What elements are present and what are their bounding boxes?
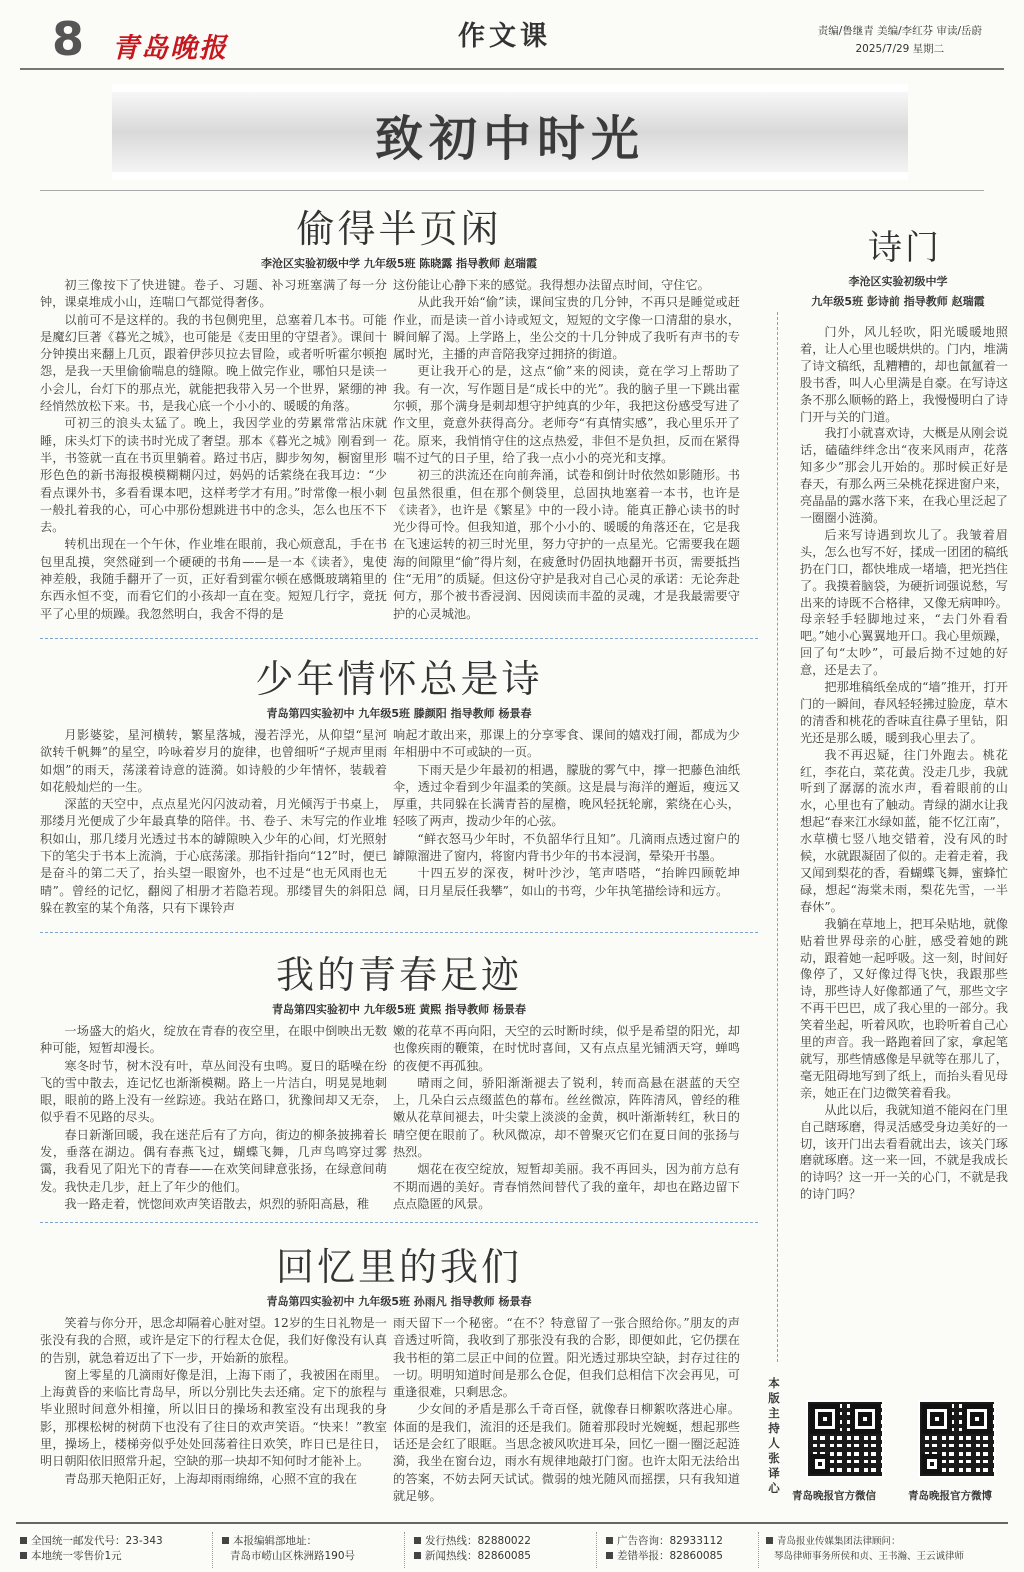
article-column-right bbox=[393, 277, 740, 622]
article-1 bbox=[40, 198, 758, 622]
article-title: 回忆里的我们 bbox=[275, 1245, 522, 1289]
article-column-left bbox=[40, 727, 387, 937]
article-divider bbox=[40, 638, 758, 639]
article-title: 我的青春足迹 bbox=[275, 953, 522, 997]
page-number: 8 bbox=[52, 12, 85, 66]
banner bbox=[112, 84, 908, 180]
article-title: 少年情怀总是诗 bbox=[255, 657, 543, 701]
article-2 bbox=[40, 648, 758, 937]
editors-line: 责编/鲁继青 美编/李红芬 审读/岳蔚 bbox=[817, 25, 982, 37]
paragraph: 月影婆娑，星河横转，繁星落城，漫若浮光，从仰望“星河欲转千帆舞”的星空，吟咏着岁月的旋律，也曾细听“子规声里雨如烟”的雨天，荡漾着诗意的涟漪。如诗般的少年情怀，装载着如花般灿烂的一生。 bbox=[40, 728, 387, 794]
footer-error-report: 差错举报：82860085 bbox=[606, 1549, 723, 1564]
sidebar-byline-author: 九年级5班 彭诗前 指导教师 赵瑞霞 bbox=[811, 295, 985, 308]
paragraph: 下雨天是少年最初的相遇，朦胧的雾气中，撑一把藤色油纸伞，透过伞看到少年温柔的笑颜。这是晨与海洋的邂逅，瘦远又厚重，共同躲在长满青苔的屋檐，晚风轻抚轮廓，萦绕在心头，轻咳了两声，拨动少年的心弦。 bbox=[393, 762, 740, 829]
footer-news-hotline: 新闻热线：82860085 bbox=[414, 1549, 531, 1564]
paragraph: 以前可不是这样的。我的书包侧兜里，总塞着几本书。可能是魔幻巨著《暮光之城》，也可能是《麦田里的守望者》。课间十分钟摸出来翻上几页，跟着伊莎贝拉去冒险，或者听听霍尔顿抱怨，是我一天里偷偷喘息的缝隙。晚上做完作业，哪怕只是读一小会儿，台灯下的那点光，就能把我带入另一个世界，紧绷的神经悄然放松下来。书，是我心底一个小小的、暖暖的角落。 bbox=[40, 312, 387, 414]
footer-address bbox=[222, 1534, 355, 1564]
paragraph: 初三的洪流还在向前奔涌，试卷和倒计时依然如影随形。书包虽然很重，但在那个侧袋里，总固执地塞着一本书，也许是《读者》，也许是《繁星》中的一段小诗。能真正静心读书的时光少得可怜。但我知道，那个小小的、暖暖的角落还在，它是我在飞速运转的初三时光里，努力守护的一点星光。它需要我在题海的间隙里“偷”得片刻，在疲惫时仍固执地翻开书页，需要抵挡住“无用”的质疑。但这份守护是我对自己心灵的承诺：无论奔赴何方，那个被书香浸润、因阅读而丰盈的灵魂，才是我最需要守护的心灵城池。 bbox=[393, 468, 740, 621]
footer-rule bbox=[16, 1522, 1008, 1524]
article-3 bbox=[40, 944, 758, 1215]
paragraph: “鲜衣怒马少年时，不负韶华行且知”。几滴雨点透过窗户的罅隙溜进了窗内，将窗内背书少年的书本浸润，晕染开书墨。 bbox=[393, 831, 740, 864]
footer-separator bbox=[596, 1532, 597, 1568]
banner-title: 致初中时光 bbox=[374, 111, 645, 167]
paragraph: 我躺在草地上，把耳朵贴地，就像贴着世界母亲的心脏，感受着她的跳动，跟着她一起呼吸。这一刻，时间好像停了，又好像过得飞快，我跟那些诗，那些诗人好像都通了气，那些文字不再干巴巴，成了我心里的一部分。我笑着坐起，听着风吹，也聆听着自己心里的声音。我一路跑着回了家，拿起笔就写，那些情感像是早就等在那儿了，毫无阻碍地写到了纸上，而抬头看见母亲，她正在门边微笑着看我。 bbox=[800, 916, 1008, 1100]
paragraph: 后来写诗遇到坎儿了。我皱着眉头，怎么也写不好，揉成一团团的稿纸扔在门口，都快堆成一堵墙，把光挡住了。我摸着脑袋，为硬折词强说愁，写出来的诗既不合格律，又像无病呻吟。母亲轻手轻脚地过来，“去门外看看吧。”她小心翼翼地开口。我心里烦躁，回了句“太吵”，可最后拗不过她的好意，还是去了。 bbox=[800, 527, 1008, 678]
paragraph: 春日新渐回暖，我在迷茫后有了方向，街边的柳条披拂着长发，垂落在湖边。偶有春燕飞过，蝴蝶飞舞，几声鸟鸣穿过雾霭，我看见了阳光下的青春——在欢笑间肆意张扬，在绿意间萌发。我快走几步，赶上了年少的他们。 bbox=[40, 1127, 387, 1194]
article-byline: 李沧区实验初级中学 九年级5班 陈晓露 指导教师 赵瑞霞 bbox=[261, 257, 537, 270]
footer-legal-value: 琴岛律师事务所侯和贞、王书瀚、王云诚律师 bbox=[774, 1551, 965, 1562]
newspaper-logo: 青岛晚报 bbox=[112, 33, 228, 64]
header-rule bbox=[20, 68, 1004, 70]
footer-separator bbox=[404, 1532, 405, 1568]
footer-price: 本地统一零售价1元 bbox=[20, 1549, 163, 1564]
paragraph: 烟花在夜空绽放，短暂却美丽。我不再回头，因为前方总有不期而遇的美好。青春悄然间替代了我的童年，却也在路边留下点点隐匿的风景。 bbox=[393, 1162, 740, 1211]
article-column-left bbox=[40, 1315, 387, 1523]
article-column-left bbox=[40, 277, 387, 622]
footer-postal-code: 全国统一邮发代号：23-343 bbox=[20, 1534, 163, 1549]
sidebar-byline bbox=[788, 272, 1008, 312]
sidebar-byline-school: 李沧区实验初级中学 bbox=[848, 275, 948, 288]
footer-ad-hotline: 广告咨询：82933112 bbox=[606, 1534, 723, 1549]
paragraph: 我一路走着，恍惚间欢声笑语散去，炽烈的骄阳高悬，稚 bbox=[64, 1196, 370, 1211]
sidebar-title: 诗门 bbox=[868, 228, 942, 268]
paragraph: 初三像按下了快进键。卷子、习题、补习班塞满了每一分钟，课桌堆成小山，连喘口气都觉得奢侈。 bbox=[40, 278, 387, 310]
paragraph: 十四五岁的深夜，树叶沙沙，笔声嗒嗒，“抬眸四顾乾坤阔，日月星辰任我攀”，如山的书弯，少年执笔描绘诗和远方。 bbox=[393, 866, 740, 898]
article-divider bbox=[40, 1222, 758, 1223]
paragraph: 少女间的矛盾是那么千奇百怪，就像春日柳絮吹落进心扉。体面的是我们，流泪的还是我们。随着那段时光婉蜒，想起那些话还是会红了眼眶。当思念被风吹进耳朵，回忆一圈一圈泛起涟漪，我坐在窗台边，雨水有规律地敲打门窗。也许太阳无法给出的答案，不妨去阿天试试。微弱的烛光随风而摇摆，只有我知道就足够。 bbox=[393, 1402, 740, 1503]
paragraph: 更让我开心的是，这点“偷”来的阅读，竟在学习上帮助了我。有一次，写作题目是“成长中的光”。我的脑子里一下跳出霍尔顿，那个满身是刺却想守护纯真的少年，我把这份感受写进了作文里，竟意外获得高分。老师夸“有真情实感”，我心里乐开了花。原来，我悄悄守住的这点热爱，非但不是负担，反而在紧得喘不过气的日子里，给了我一点小小的亮光和支撑。 bbox=[393, 364, 740, 465]
weibo-qr-code[interactable] bbox=[918, 1400, 996, 1478]
article-byline: 青岛第四实验初中 九年级5班 滕颜阳 指导教师 杨景春 bbox=[266, 707, 532, 720]
paragraph: 响起才敢出来，那课上的分享零食、课间的嬉戏打闹，都成为少年相册中不可或缺的一页。 bbox=[393, 728, 740, 760]
article-column-right bbox=[393, 1023, 740, 1215]
paragraph: 门外，风儿轻吹，阳光暖暖地照着，让人心里也暖烘烘的。门内，堆满了诗文稿纸，乱糟糟的，却也氤氲着一股书香，叫人心里满是自豪。在写诗这条不那么顺畅的路上，我慢慢明白了诗门开与关的门道。 bbox=[800, 325, 1008, 424]
paragraph: 雨天留下一个秘密。“在不？特意留了一张合照给你。”朋友的声音透过听筒，我收到了那张没有我的合影，即便如此，它仍摆在我书柜的第二层正中间的位置。阳光透过那块空缺，封存过往的一切。明明知道时间是那么仓促，但我们总相信下次会再见，可重逢很难，只剩思念。 bbox=[393, 1316, 740, 1400]
footer-legal bbox=[766, 1534, 964, 1564]
article-column-right bbox=[393, 1315, 740, 1523]
footer-separator bbox=[212, 1532, 213, 1568]
wechat-qr-code[interactable] bbox=[806, 1400, 884, 1478]
footer-legal-label: 青岛报业传媒集团法律顾问： bbox=[766, 1534, 964, 1549]
issue-date: 2025/7/29 星期二 bbox=[855, 43, 945, 55]
banner-rule bbox=[40, 190, 984, 191]
footer-address-value: 青岛市崂山区株洲路190号 bbox=[230, 1550, 356, 1562]
footer-hotlines bbox=[414, 1534, 531, 1564]
paragraph: 这份能让心静下来的感觉。我得想办法留点时间，守住它。 bbox=[393, 278, 710, 292]
paragraph: 从此我开始“偷”读，课间宝贵的几分钟，不再只是睡觉或赶作业，而是读一首小诗或短文，短短的文字像一口清甜的泉水，瞬间解了渴。上学路上，坐公交的十几分钟成了我听有声书的专属时光，主播的声音陪我穿过拥挤的街道。 bbox=[393, 295, 740, 362]
weibo-qr-label: 青岛晚报官方微博 bbox=[908, 1490, 992, 1502]
paragraph: 可初三的浪头太猛了。晚上，我因学业的劳累常常沾床就睡，床头灯下的读书时光成了奢望。那本《暮光之城》刚看到一半，书签就一直在书页里躺着。路过书店，脚步匆匆，橱窗里形形色色的新书海报模模糊糊闪过，妈妈的话萦绕在我耳边：“少看点课外书，多看看课本吧，这样考学才有用。”时常像一根小刺一般扎着我的心，可心中那份想跳进书中的念头，怎么也压不下去。 bbox=[40, 416, 387, 535]
article-4 bbox=[40, 1236, 758, 1523]
article-column-left bbox=[40, 1023, 387, 1215]
article-divider bbox=[40, 932, 758, 933]
paragraph: 寒冬时节，树木没有叶，草丛间没有虫鸣。夏日的聒噪在纷飞的雪中散去，连记忆也渐渐模糊。路上一片洁白，明晃晃地刺眼，眼前的路上没有一丝踪迹。我站在路口，犹豫间却又无奈，似乎看不见路的尽头。 bbox=[40, 1058, 387, 1125]
paragraph: 嫩的花草不再向阳，天空的云时断时续，似乎是希望的阳光，却也像疾雨的鞭策，在时忧时喜间，又有点点星光铺洒天穹，蝉鸣的夜便不再孤独。 bbox=[393, 1024, 740, 1073]
footer-ads bbox=[606, 1534, 723, 1564]
footer-separator bbox=[758, 1532, 759, 1568]
article-title: 偷得半页闲 bbox=[296, 207, 502, 251]
page-footer bbox=[0, 1522, 1024, 1572]
footer-distribution bbox=[20, 1534, 163, 1564]
wechat-qr-label: 青岛晚报官方微信 bbox=[792, 1490, 876, 1502]
host-credit: 本版主持人 张译心 bbox=[768, 1376, 780, 1495]
paragraph: 笑着与你分开，思念却隔着心脏对望。12岁的生日礼物是一张没有我的合照，或许是定下的行程太仓促，我们好像没有认真的告别，就急着迈出了下一步，开始新的旅程。 bbox=[40, 1316, 387, 1365]
sidebar-divider bbox=[777, 312, 778, 1362]
paragraph: 窗上零星的几滴雨好像是泪，上海下雨了，我被困在雨里。上海黄昏的来临比青岛早，所以分别比失去还痛。定下的旅程与毕业照时间意外相撞，所以旧日的操场和教室没有出现我的身影，那棵松树的树荫下也没有了往日的欢声笑语。“快来！”教室里，操场上，楼梯旁似乎处处回荡着往日欢笑，昨日已是往日，明日朝阳依旧照常升起，空缺的那一块却不知何时才能补上。 bbox=[40, 1367, 387, 1469]
paragraph: 我不再迟疑，往门外跑去。桃花红，李花白，菜花黄。没走几步，我就听到了潺潺的流水声，看着眼前的山水，心里也有了触动。青绿的湖水让我想起“春来江水绿如蓝，能不忆江南”，水草横七竖八地交错着，没有风的时候，水就跟凝固了似的。走着走着，我又闻到梨花的香，看蝴蝶飞舞，蜜蜂忙碌，想起“海棠未雨，梨花先雪，一半春休”。 bbox=[800, 747, 1008, 914]
footer-address-label: 本报编辑部地址： bbox=[222, 1534, 355, 1549]
sidebar-body bbox=[800, 324, 1008, 1390]
paragraph: 深蓝的天空中，点点星光闪闪波动着，月光倾泻于书桌上，那缕月光便成了少年最真挚的陪伴。书、卷子、未写完的作业堆积如山，那几缕月光透过书本的罅隙映入少年的心间，灯光照射下的笔尖于书本上流淌，于心底荡漾。那指针指向“12”时，便已是奋斗的第二天了，抬头望一眼窗外，也不过是“也无风雨也无晴”。曾经的记忆，翻阅了相册才若隐若现。那缕冒失的斜阳总躲在教室的某个角落，只有下课铃声 bbox=[40, 797, 387, 915]
paragraph: 把那堆稿纸垒成的“墙”推开，打开门的一瞬间，春风轻轻拂过脸庞，草木的清香和桃花的香味直往鼻子里钻，阳光还是那么暖，暖到我心里去了。 bbox=[800, 680, 1008, 745]
page-header bbox=[0, 0, 1024, 70]
article-column-right bbox=[393, 727, 740, 937]
editor-credits bbox=[818, 22, 982, 58]
footer-distribution-hotline: 发行热线：82880022 bbox=[414, 1534, 531, 1549]
column-title: 作文课 bbox=[458, 21, 551, 52]
paragraph: 从此以后，我就知道不能闷在门里自己瞎琢磨，得灵活感受身边美好的一切，该开门出去看看就出去，该关门琢磨就琢磨。这一来一回，不就是我成长的诗吗？这一开一关的心门，不就是我的诗门吗？ bbox=[800, 1102, 1008, 1202]
paragraph: 我打小就喜欢诗，大概是从刚会说话，磕磕绊绊念出“夜来风雨声，花落知多少”那会儿开始的。那时候正好是春天，有那么两三朵桃花探进窗户来，亮晶晶的露水落下来，在我心里泛起了一圈圈小涟漪。 bbox=[800, 426, 1008, 525]
article-byline: 青岛第四实验初中 九年级5班 孙雨凡 指导教师 杨景春 bbox=[266, 1295, 532, 1308]
article-byline: 青岛第四实验初中 九年级5班 黄熙 指导教师 杨景春 bbox=[272, 1003, 526, 1016]
paragraph: 一场盛大的焰火，绽放在青春的夜空里，在眼中倒映出无数种可能，短暂却漫长。 bbox=[40, 1024, 387, 1056]
paragraph: 晴雨之间，骄阳渐渐褪去了锐利，转而高悬在湛蓝的天空上，几朵白云点缀蓝色的幕布。丝丝微凉，阵阵清风，曾经的稚嫩从花草间褪去，叶尖蒙上淡淡的金黄，枫叶渐渐转红，秋日的晴空便在眼前了。秋风微凉，却不曾聚灭它们在夏日间的张扬与热烈。 bbox=[393, 1075, 740, 1160]
paragraph: 转机出现在一个午休，作业堆在眼前，我心烦意乱，手在书包里乱摸，突然碰到一个硬硬的书角——是一本《读者》，鬼使神差般，我随手翻开了一页，正好看到霍尔顿在感慨玻璃箱里的东西永恒不变，而看它们的小孩却一直在变。短短几行字，竟抚平了心里的烦躁。我忽然明白，我舍不得的是 bbox=[40, 537, 387, 621]
paragraph: 青岛那天艳阳正好，上海却雨雨绵绵，心照不宣的我在 bbox=[64, 1471, 357, 1486]
